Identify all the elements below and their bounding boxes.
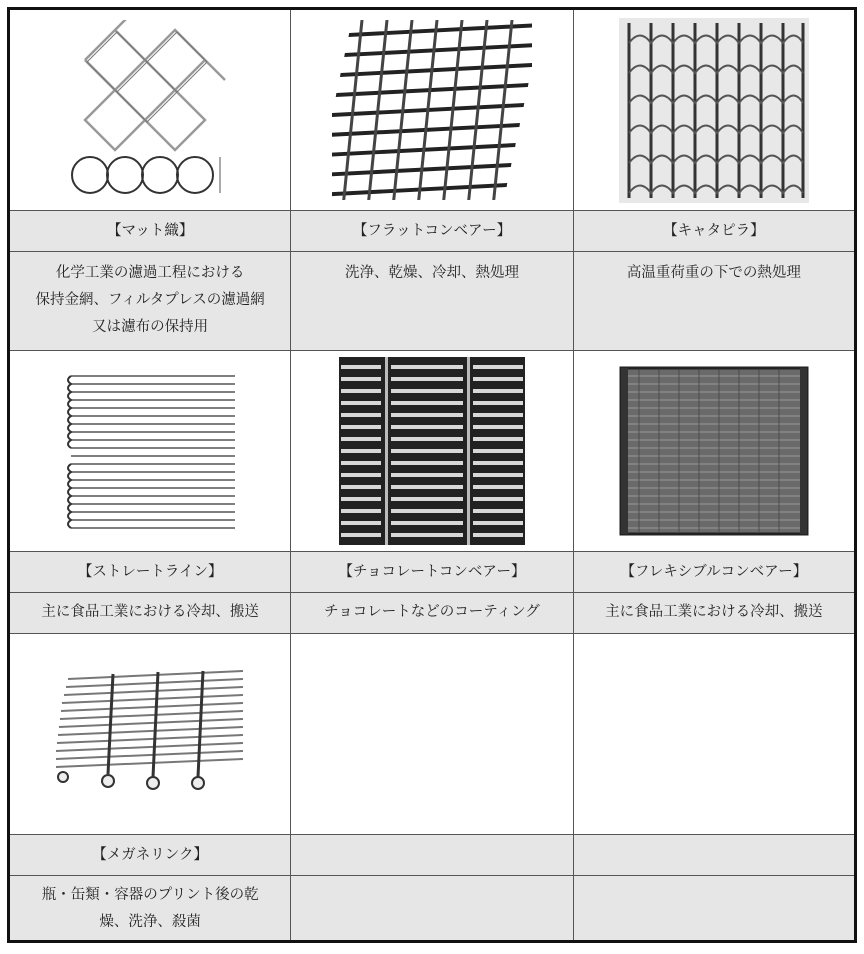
image-row-1 bbox=[9, 9, 856, 211]
product-label: 【メガネリンク】 bbox=[9, 835, 291, 876]
product-description-cell bbox=[291, 252, 573, 351]
product-description: チョコレートなどのコーティング bbox=[324, 604, 540, 620]
description-row-3 bbox=[9, 876, 856, 942]
product-label: 【フレキシブルコンベアー】 bbox=[573, 552, 855, 593]
product-description-cell bbox=[9, 876, 291, 942]
empty-cell bbox=[291, 835, 573, 876]
straight-line-rods-icon bbox=[63, 371, 238, 531]
product-label: 【チョコレートコンベアー】 bbox=[291, 552, 573, 593]
product-label: 【フラットコンベアー】 bbox=[291, 211, 573, 252]
cell-image-flexible-conveyor bbox=[573, 351, 855, 552]
empty-cell bbox=[573, 634, 855, 835]
label-row-3 bbox=[9, 835, 856, 876]
label-row-2 bbox=[9, 552, 856, 593]
caterpillar-mesh-icon bbox=[619, 18, 809, 203]
cell-image-chocolate-conveyor bbox=[291, 351, 573, 552]
cell-image-mat-weave bbox=[9, 9, 291, 211]
description-row-1 bbox=[9, 252, 856, 351]
product-description: 洗浄、乾燥、冷却、熱処理 bbox=[344, 265, 519, 281]
label-row-1 bbox=[9, 211, 856, 252]
product-description: 瓶・缶類・容器のプリント後の乾 燥、洗浄、殺菌 bbox=[41, 887, 259, 930]
empty-cell bbox=[291, 876, 573, 942]
image-row-2 bbox=[9, 351, 856, 552]
product-description: 主に食品工業における冷却、搬送 bbox=[605, 604, 823, 620]
cell-image-flat-conveyor bbox=[291, 9, 573, 211]
diamond-mesh-icon bbox=[65, 20, 235, 200]
image-row-3 bbox=[9, 634, 856, 835]
product-description: 化学工業の濾過工程における 保持金網、フィルタプレスの濾過網 又は濾布の保持用 bbox=[35, 265, 265, 335]
flat-grid-mesh-icon bbox=[332, 20, 532, 200]
product-table bbox=[7, 7, 857, 943]
product-description: 主に食品工業における冷却、搬送 bbox=[41, 604, 259, 620]
empty-cell bbox=[573, 835, 855, 876]
product-description-cell bbox=[573, 252, 855, 351]
chocolate-conveyor-icon bbox=[339, 357, 525, 545]
product-label: 【キャタピラ】 bbox=[573, 211, 855, 252]
cell-image-eyeglass-link bbox=[9, 634, 291, 835]
description-row-2 bbox=[9, 593, 856, 634]
product-description-cell bbox=[9, 252, 291, 351]
empty-cell bbox=[573, 876, 855, 942]
cell-image-caterpillar bbox=[573, 9, 855, 211]
empty-cell bbox=[291, 634, 573, 835]
product-label: 【ストレートライン】 bbox=[9, 552, 291, 593]
product-description-cell bbox=[9, 593, 291, 634]
product-description: 高温重荷重の下での熱処理 bbox=[626, 265, 801, 281]
product-description-cell bbox=[573, 593, 855, 634]
eyeglass-link-icon bbox=[53, 669, 248, 799]
product-label: 【マット織】 bbox=[9, 211, 291, 252]
flexible-conveyor-icon bbox=[619, 366, 809, 536]
cell-image-straight-line bbox=[9, 351, 291, 552]
product-description-cell bbox=[291, 593, 573, 634]
